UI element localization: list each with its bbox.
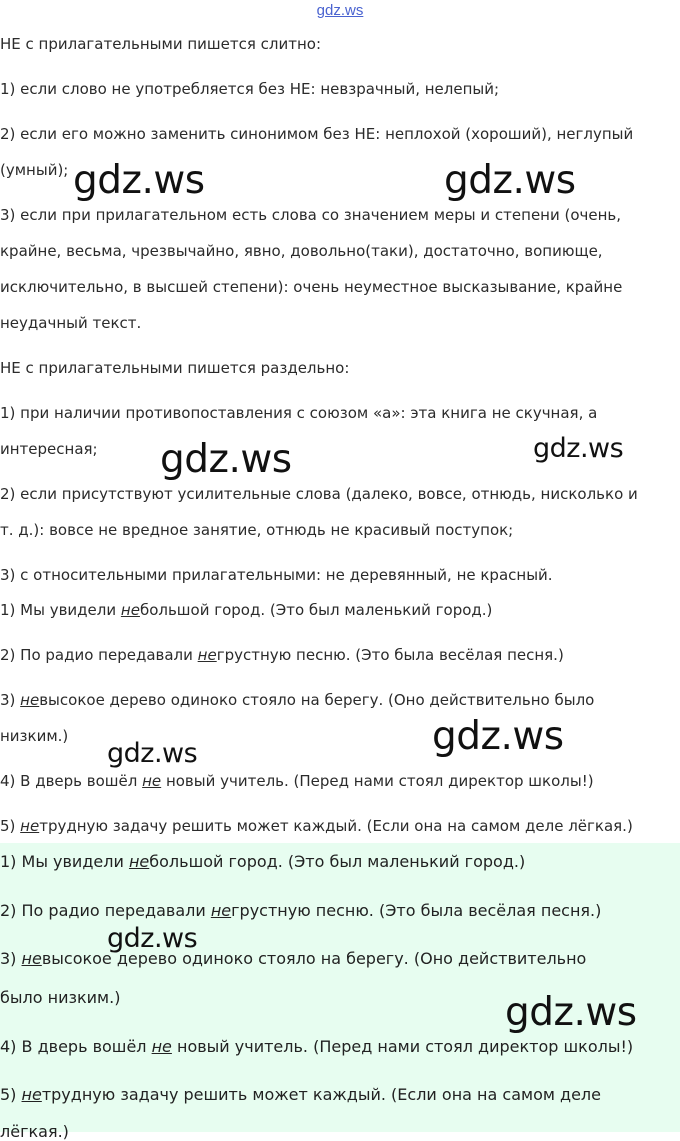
watermark: gdz.ws — [533, 433, 624, 464]
rule-separate-2-cont: т. д.): вовсе не вредное занятие, отнюдь не красивый поступок; — [0, 521, 514, 539]
answer-2: 2) По радио передавали негрустную песню. (Это была весёлая песня.) — [0, 646, 564, 664]
rule-separate-3: 3) с относительными прилагательными: не деревянный, не красный. — [0, 566, 553, 584]
ne-particle: не — [197, 646, 217, 664]
green-answer-3: 3) невысокое дерево одиноко стояло на берегу. (Оно действительно — [0, 949, 587, 968]
ne-particle: не — [21, 1085, 42, 1104]
rule-together-3-cont1: крайне, весьма, чрезвычайно, явно, довольно(таки), достаточно, вопиюще, — [0, 242, 603, 260]
green-answer-2: 2) По радио передавали негрустную песню. (Это была весёлая песня.) — [0, 901, 602, 920]
watermark: gdz.ws — [160, 437, 292, 482]
watermark: gdz.ws — [432, 714, 564, 759]
rule-together-3: 3) если при прилагательном есть слова со значением меры и степени (очень, — [0, 206, 622, 224]
ne-particle: не — [120, 601, 140, 619]
green-answer-5: 5) нетрудную задачу решить может каждый. (Если она на самом деле — [0, 1085, 601, 1104]
ne-particle: не — [142, 772, 162, 790]
answer-4: 4) В дверь вошёл не новый учитель. (Перед нами стоял директор школы!) — [0, 772, 594, 790]
rule-together-2-cont: (умный); — [0, 161, 69, 179]
rule-separate-2: 2) если присутствуют усилительные слова (далеко, вовсе, отнюдь, нисколько и — [0, 485, 638, 503]
answer-1: 1) Мы увидели небольшой город. (Это был маленький город.) — [0, 601, 493, 619]
ne-particle: не — [20, 691, 40, 709]
watermark: gdz.ws — [444, 158, 576, 203]
answer-5: 5) нетрудную задачу решить может каждый. (Если она на самом деле лёгкая.) — [0, 817, 633, 835]
green-answer-1: 1) Мы увидели небольшой город. (Это был маленький город.) — [0, 852, 526, 871]
answer-3: 3) невысокое дерево одиноко стояло на берегу. (Оно действительно было — [0, 691, 595, 709]
ne-particle: не — [21, 949, 42, 968]
rule-together-3-cont3: неудачный текст. — [0, 314, 142, 332]
rule-separate-1-cont: интересная; — [0, 440, 98, 458]
rules-separate-heading: НЕ с прилагательными пишется раздельно: — [0, 359, 350, 377]
watermark: gdz.ws — [107, 738, 198, 769]
watermark: gdz.ws — [107, 923, 198, 954]
ne-particle: не — [20, 817, 40, 835]
watermark: gdz.ws — [73, 158, 205, 203]
rules-together-heading: НЕ с прилагательными пишется слитно: — [0, 35, 321, 53]
answer-3-cont: низким.) — [0, 727, 69, 745]
green-answer-3-cont: было низким.) — [0, 988, 121, 1007]
rule-together-3-cont2: исключительно, в высшей степени): очень неуместное высказывание, крайне — [0, 278, 623, 296]
site-link[interactable]: gdz.ws — [316, 2, 364, 19]
watermark: gdz.ws — [505, 990, 637, 1035]
green-answer-4: 4) В дверь вошёл не новый учитель. (Перед нами стоял директор школы!) — [0, 1037, 634, 1056]
rule-together-2: 2) если его можно заменить синонимом без НЕ: неплохой (хороший), неглупый — [0, 125, 634, 143]
rule-together-1: 1) если слово не употребляется без НЕ: невзрачный, нелепый; — [0, 80, 500, 98]
ne-particle: не — [128, 852, 150, 871]
ne-particle: не — [151, 1037, 172, 1056]
green-answer-5-cont: лёгкая.) — [0, 1122, 69, 1141]
rule-separate-1: 1) при наличии противопоставления с союзом «а»: эта книга не скучная, а — [0, 404, 598, 422]
ne-particle: не — [210, 901, 232, 920]
